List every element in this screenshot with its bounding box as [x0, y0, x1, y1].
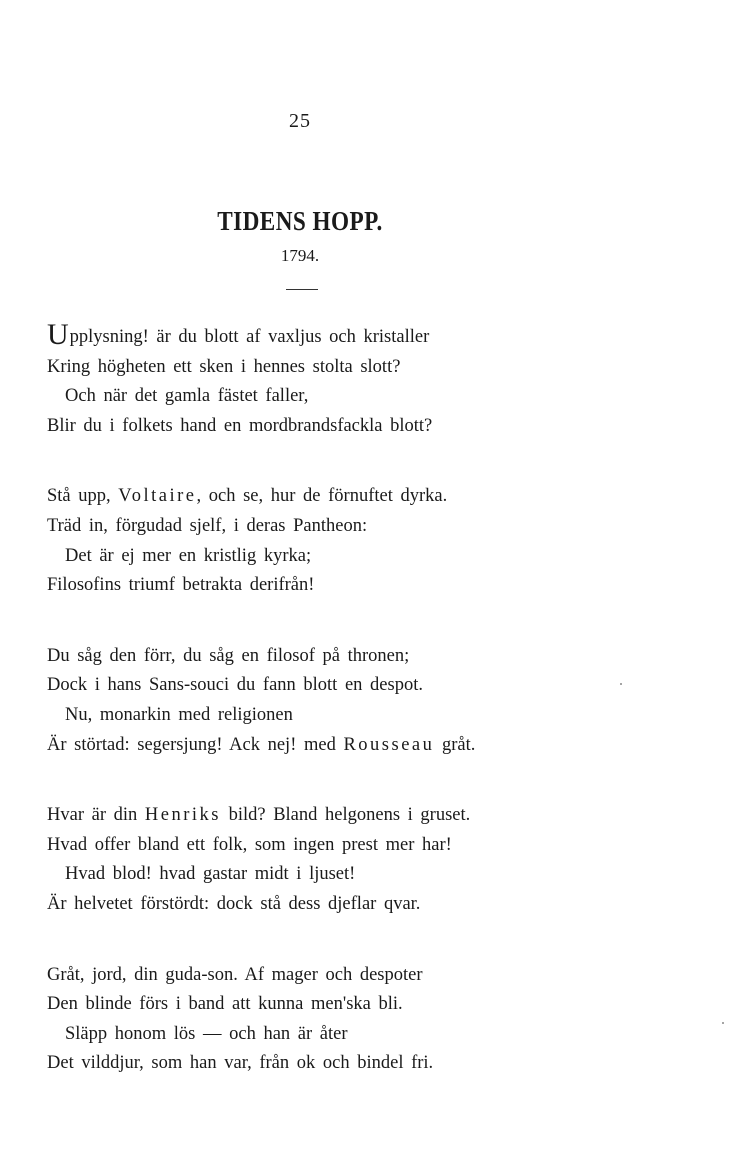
poem-line: Träd in, förgudad sjelf, i deras Pantheon: [47, 515, 368, 536]
poem-line: Du såg den förr, du såg en filosof på thronen; [47, 645, 410, 666]
spaced-name: Henriks [144, 805, 221, 826]
poem-body [47, 318, 707, 1120]
poem-line-indented: Nu, monarkin med religionen [65, 704, 293, 725]
stanza-4 [47, 801, 707, 919]
drop-cap: U [47, 318, 69, 351]
poem-line: Hvad offer bland ett folk, som ingen prest mer har! [47, 834, 452, 855]
line-text: bild? Bland helgonens i gruset. [220, 805, 471, 826]
line-text: Är störtad: segersjung! Ack nej! med [47, 734, 344, 755]
paper-speck [620, 683, 622, 685]
poem-line: Gråt, jord, din guda-son. Af mager och despoter [47, 964, 423, 985]
spaced-name: Voltaire [118, 486, 197, 507]
poem-line-indented: Hvad blod! hvad gastar midt i ljuset! [65, 864, 356, 885]
poem-line-indented: Släpp honom lös — och han är åter [65, 1023, 348, 1044]
poem-line-indented: Och när det gamla fästet faller, [65, 386, 309, 407]
poem-line: Blir du i folkets hand en mordbrandsfackla blott? [47, 415, 433, 436]
poem-line: Den blinde förs i band att kunna men'ska bli. [47, 994, 403, 1015]
stanza-3 [47, 642, 707, 760]
stanza-5 [47, 961, 707, 1079]
line-text: Stå upp, [47, 486, 119, 507]
poem-line: Filosofins triumf betrakta derifrån! [47, 575, 315, 596]
poem-line: Är helvetet förstördt: dock stå dess djeflar qvar. [47, 893, 421, 914]
poem-line: Det vilddjur, som han var, från ok och bindel fri. [47, 1053, 434, 1074]
poem-year: 1794. [280, 246, 320, 265]
poem-title: TIDENS HOPP. [217, 206, 383, 236]
poem-line: Dock i hans Sans-souci du fann blott en despot. [47, 675, 423, 696]
spaced-name: Rousseau [343, 734, 435, 755]
line-text: Hvar är din [47, 805, 145, 826]
poem-line [47, 731, 707, 761]
paper-speck [722, 1022, 724, 1024]
poem-line [47, 318, 707, 353]
line-text: gråt. [434, 734, 476, 755]
stanza-1 [47, 318, 707, 441]
poem-line [47, 482, 707, 512]
line-text: , och se, hur de förnuftet dyrka. [196, 486, 448, 507]
poem-line [47, 801, 707, 831]
title-divider [286, 289, 318, 290]
line-text: pplysning! är du blott af vaxljus och kristaller [69, 327, 430, 347]
poem-line-indented: Det är ej mer en kristlig kyrka; [65, 545, 312, 566]
stanza-2 [47, 482, 707, 600]
page-number: 25 [289, 110, 311, 132]
poem-line: Kring högheten ett sken i hennes stolta slott? [47, 356, 401, 377]
